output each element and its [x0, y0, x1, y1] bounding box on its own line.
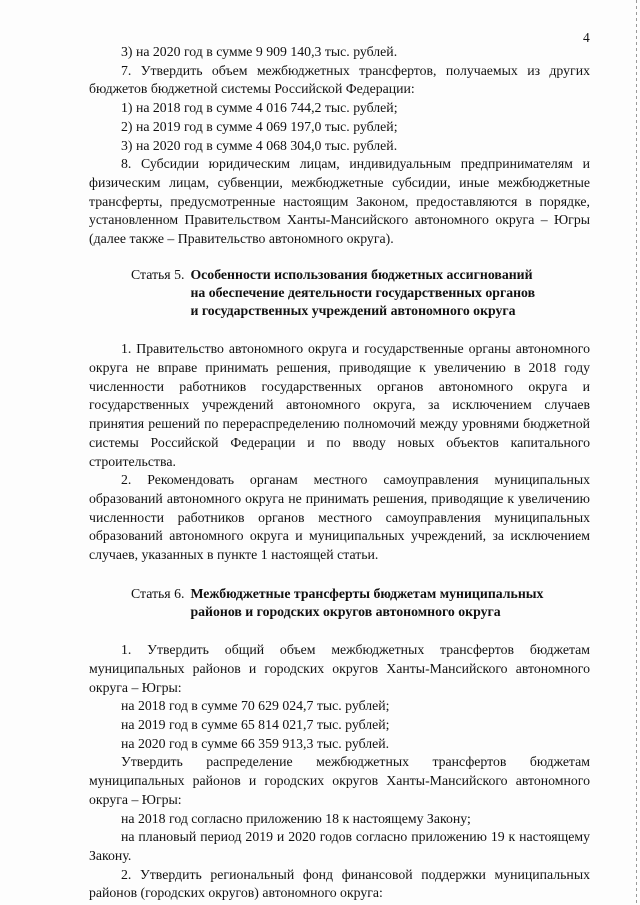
- paragraph: на 2019 год в сумме 65 814 021,7 тыс. рублей;: [121, 717, 390, 732]
- paragraph: 7. Утвердить объем межбюджетных трансфертов, получаемых из других бюджетов бюджетной системы Российской Федерации:: [89, 62, 590, 97]
- paragraph: на плановый период 2019 и 2020 годов согласно приложению 19 к настоящему Закону.: [89, 829, 590, 863]
- document-body: [89, 43, 590, 903]
- section-article-5-body: [89, 340, 590, 564]
- paragraph: на 2018 год согласно приложению 18 к настоящему Закону;: [121, 810, 471, 826]
- paragraph: 3) на 2020 год в сумме 9 909 140,3 тыс. рублей.: [121, 44, 398, 59]
- section-budget-items: [89, 43, 590, 249]
- paragraph: Утвердить распределение межбюджетных трансфертов бюджетам муниципальных районов и городских округов Ханты-Мансийского автономного округа – Югры:: [89, 754, 590, 807]
- article-5-heading: [131, 266, 590, 321]
- scan-edge: [636, 0, 637, 905]
- paragraph: 2) на 2019 год в сумме 4 069 197,0 тыс. рублей;: [121, 118, 398, 134]
- paragraph: 1) на 2018 год в сумме 4 016 744,2 тыс. рублей;: [121, 100, 398, 116]
- paragraph: 2. Утвердить региональный фонд финансовой поддержки муниципальных районов (городских округов) автономного округа:: [89, 866, 590, 901]
- paragraph: на 2018 год в сумме 70 629 024,7 тыс. рублей;: [121, 698, 390, 714]
- article-6-label: Статья 6.: [131, 585, 185, 601]
- article-6-title: [190, 585, 543, 621]
- article-6-heading: [131, 585, 590, 621]
- paragraph: на 2020 год в сумме 66 359 913,3 тыс. рублей.: [121, 735, 390, 751]
- paragraph: 1. Правительство автономного округа и государственные органы автономного округа не вправе принимать решения, приводящие к увеличению в 2018 году численности работников государственных органов автономного округа и государственных учреждений автономного округа, за исключением случаев принятия решений по перераспределению полномочий между уровнями бюджетной системы Российской Федерации и по вводу новых объектов капитального строительства.: [89, 341, 590, 469]
- paragraph: 1. Утвердить общий объем межбюджетных трансфертов бюджетам муниципальных районов и городских округов Ханты-Мансийского автономного округа – Югры:: [89, 642, 590, 695]
- paragraph: 2. Рекомендовать органам местного самоуправления муниципальных образований автономного округа не принимать решения, приводящие к увеличению численности работников органов местного самоуправления муниципальных образований автономного округа и муниципальных учреждений, за исключением случаев, указанных в пункте 1 настоящей статьи.: [89, 472, 590, 563]
- article-5-title-line: на обеспечение деятельности государственных органов: [190, 284, 536, 300]
- article-5-label: Статья 5.: [131, 266, 185, 282]
- section-article-6-body: [89, 641, 590, 903]
- article-6-title-line: районов и городских округов автономного округа: [190, 603, 501, 619]
- article-5-title: [190, 266, 535, 321]
- paragraph: 8. Субсидии юридическим лицам, индивидуальным предпринимателям и физическим лицам, субвенции, межбюджетные субсидии, иные межбюджетные трансферты, предусмотренные настоящим Законом, предоставляются в порядке, установленном Правительством Ханты-Мансийского автономного округа – Югры (далее также – Правительство автономного округа).: [89, 156, 590, 247]
- paragraph: 3) на 2020 год в сумме 4 068 304,0 тыс. рублей.: [121, 137, 398, 153]
- page-number: 4: [583, 30, 590, 45]
- article-5-title-line: Особенности использования бюджетных ассигнований: [190, 266, 533, 282]
- article-6-title-line: Межбюджетные трансферты бюджетам муниципальных: [190, 585, 544, 601]
- article-5-title-line: и государственных учреждений автономного округа: [190, 303, 516, 319]
